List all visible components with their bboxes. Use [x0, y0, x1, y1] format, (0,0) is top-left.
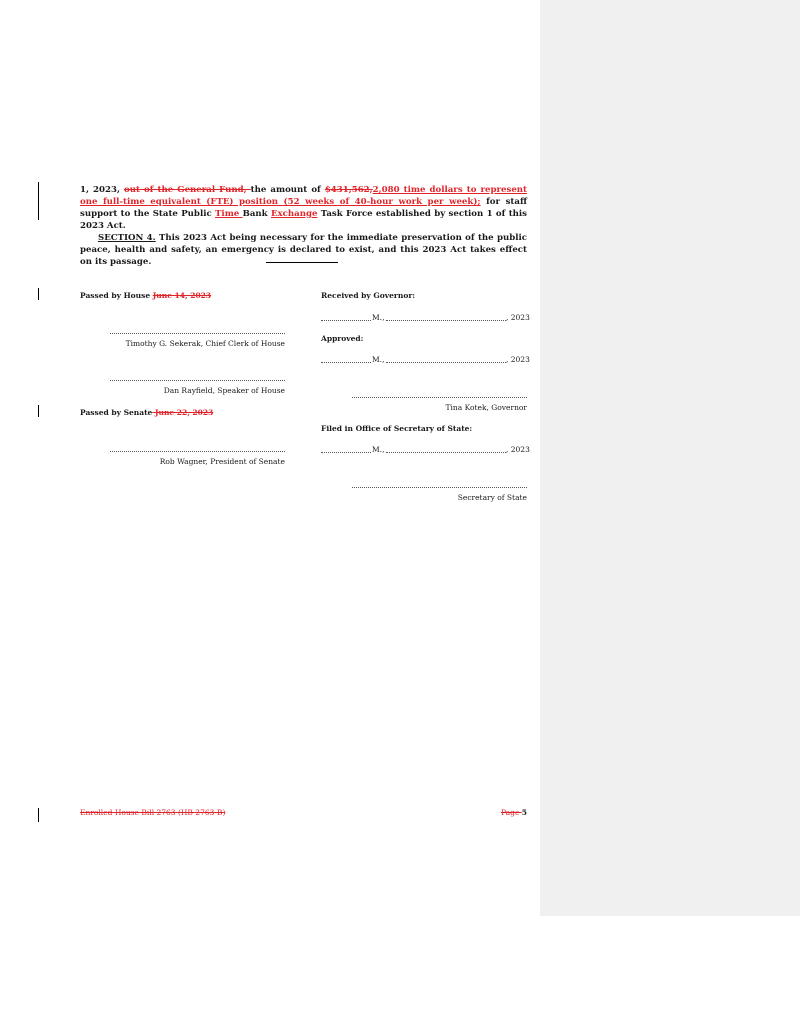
section-divider	[266, 262, 338, 263]
change-bar	[38, 182, 39, 220]
year-label: , 2023	[506, 313, 530, 322]
m-label: M.,	[372, 355, 385, 364]
bill-body-text	[80, 184, 527, 268]
m-label: M.,	[372, 445, 385, 454]
inserted-text: 2,080 time dollars to represent one full-time equivalent (FTE) position (52 weeks of 40-hour work per week);	[80, 185, 528, 207]
comment-pane	[540, 0, 800, 916]
m-label: M.,	[372, 313, 385, 322]
deleted-text: $431,562,	[324, 185, 373, 195]
speaker-signature: Dan Rayfield, Speaker of House	[163, 386, 285, 395]
year-label: , 2023	[506, 355, 530, 364]
signature-line	[352, 397, 527, 398]
date-line	[386, 320, 506, 321]
secretary-of-state-signature: Secretary of State	[457, 493, 527, 502]
signature-line	[110, 380, 285, 381]
footer-bill-title: Enrolled House Bill 2763 (HB 2763-B)	[80, 808, 226, 817]
date-line	[321, 362, 371, 363]
chief-clerk-signature: Timothy G. Sekerak, Chief Clerk of House	[125, 339, 285, 348]
signature-line	[352, 487, 527, 488]
change-bar	[38, 405, 39, 417]
governor-signature: Tina Kotek, Governor	[445, 403, 527, 412]
change-bar	[38, 288, 39, 300]
inserted-text: Exchange	[270, 209, 318, 219]
date-line	[321, 452, 371, 453]
received-by-governor: Received by Governor:	[321, 291, 416, 300]
senate-president-signature: Rob Wagner, President of Senate	[159, 457, 285, 466]
date-line	[321, 320, 371, 321]
signature-line	[110, 333, 285, 334]
deleted-date: June 14, 2023	[152, 291, 212, 300]
paragraph-section-4: SECTION 4. This 2023 Act being necessary for the immediate preservation of the public peace, health and safety, an emergency is declared to exist, and this 2023 Act takes effect on its passage.	[80, 233, 527, 267]
section-heading: SECTION 4.	[98, 233, 156, 243]
date-line	[386, 452, 506, 453]
passed-by-house: Passed by House June 14, 2023	[80, 291, 212, 300]
passed-by-senate: Passed by Senate June 22, 2023	[80, 408, 214, 417]
change-bar	[38, 808, 39, 822]
date-line	[386, 362, 506, 363]
inserted-text: Time	[215, 209, 243, 219]
filed-secretary-of-state: Filed in Office of Secretary of State:	[321, 424, 473, 433]
footer-page-number: Page 5	[500, 808, 527, 817]
approved-label: Approved:	[321, 334, 364, 343]
signature-line	[110, 451, 285, 452]
paragraph-appropriation: 1, 2023, out of the General Fund, the amount of $431,562,2,080 time dollars to represent one full-time equivalent (FTE) position (52 weeks of 40-hour work per week); for staff support to the State Public Time Bank Exchange Task Force established by section 1 of this 2023 Act.	[80, 185, 528, 231]
deleted-text: out of the General Fund,	[124, 185, 251, 195]
deleted-date: June 22, 2023	[152, 408, 214, 417]
year-label: , 2023	[506, 445, 530, 454]
